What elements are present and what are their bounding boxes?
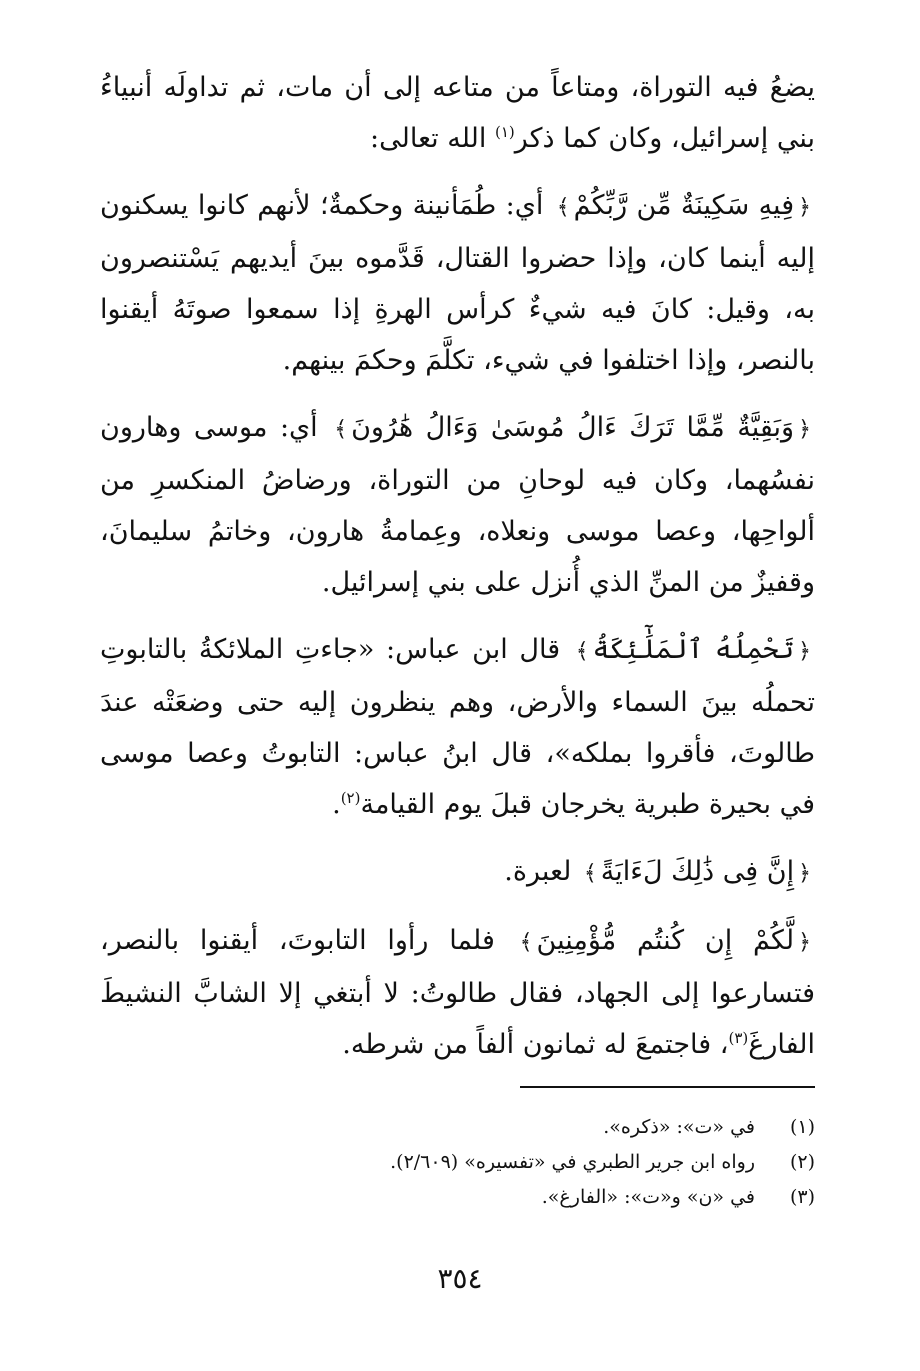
paragraph [100,62,815,164]
footnote-divider [520,1086,815,1088]
quran-bracket: ﴾ [556,195,570,220]
page-number: ٣٥٤ [437,1262,483,1295]
quran-verse: تَحْمِلُهُ ٱلْمَلَٰٓئِكَةُ [592,634,795,665]
footnote-text: في «ت»: «ذكره». [603,1116,755,1138]
quran-bracket: ﴾ [575,639,589,664]
paragraph-text: فلما رأوا التابوتَ، أيقنوا بالنصر، فتسارعوا إلى الجهاد، فقال طالوتُ: لا أبتغي إلا الشابَّ النشيطَ الفارغَ [100,925,815,1060]
footnotes [100,1110,815,1215]
footnote-ref: (١) [494,123,515,141]
footnote-number: (١) [789,1116,815,1138]
paragraph [100,180,815,386]
paragraph-text: . [332,789,341,820]
paragraph-text: يضعُ فيه التوراة، ومتاعاً من متاعه إلى أن مات، ثم تداولَه أنبياءُ بني إسرائيل، وكان كما ذكر [100,72,815,154]
quran-verse: فِيهِ سَكِينَةٌ مِّن رَّبِّكُمْ [573,190,795,221]
footnote-number: (٢) [789,1151,815,1173]
quran-bracket: ﴾ [334,417,348,442]
quran-bracket: ﴿ [798,861,811,886]
main-text [100,62,815,1070]
paragraph-text: أي: موسى وهارون نفسُهما، وكان فيه لوحانِ من التوراة، ورضاضُ المنكسرِ من ألواحِها، وعصا موسى ونعلاه، وعِمامةُ هارون، وخاتمُ سليمانَ، وقفيزٌ من المنِّ الذي أُنزل على بني إسرائيل. [100,412,815,598]
paragraph-text: أي: طُمَأنينة وحكمةٌ؛ لأنهم كانوا يسكنون إليه أينما كان، وإذا حضروا القتال، قَدَّموه بينَ أيديهم يَسْتنصرون به، وقيل: كانَ فيه شيءٌ كرأس الهرةِ إذا سمعوا صوتَهُ أيقنوا بالنصر، وإذا اختلفوا في شيء، تكلَّمَ وحكمَ بينهم. [100,190,815,376]
footnote-ref: (٣) [728,1029,749,1047]
quran-bracket: ﴾ [583,861,597,886]
book-page [100,62,815,1352]
footnote-number: (٣) [789,1186,815,1208]
quran-verse: وَبَقِيَّةٌ مِّمَّا تَرَكَ ءَالُ مُوسَىٰ وَءَالُ هَٰرُونَ [351,412,795,443]
footnote-text: في «ن» و«ت»: «الفارغ». [541,1186,755,1208]
quran-bracket: ﴿ [798,639,811,664]
quran-bracket: ﴿ [798,417,811,442]
paragraph [100,846,815,899]
paragraph [100,624,815,830]
paragraph-text: لعبرة. [504,856,580,887]
footnote [100,1145,815,1180]
quran-verse: لَّكُمْ إِن كُنتُم مُّؤْمِنِينَ [536,925,795,956]
footnote [100,1180,815,1215]
quran-bracket: ﴿ [798,930,811,955]
footnote [100,1110,815,1145]
quran-bracket: ﴿ [798,195,812,220]
paragraph [100,402,815,608]
paragraph-text: قال ابن عباس: «جاءتِ الملائكةُ بالتابوتِ تحملُه بينَ السماء والأرض، وهم ينظرون إليه حتى وضعَتْه عندَ طالوتَ، فأقروا بملكه»، قال ابنُ عباس: التابوتُ وعصا موسى في بحيرة طبرية يخرجان قبلَ يوم القيامة [100,634,815,820]
paragraph [100,915,815,1070]
footnote-ref: (٢) [340,789,361,807]
quran-bracket: ﴾ [519,930,533,955]
paragraph-text: ، فاجتمعَ له ثمانون ألفاً من شرطه. [342,1029,729,1060]
quran-verse: إِنَّ فِى ذَٰلِكَ لَءَايَةً [600,856,795,887]
footnote-text: رواه ابن جرير الطبري في «تفسيره» (٢/٦٠٩). [390,1151,755,1173]
paragraph-text: الله تعالى: [370,123,495,154]
